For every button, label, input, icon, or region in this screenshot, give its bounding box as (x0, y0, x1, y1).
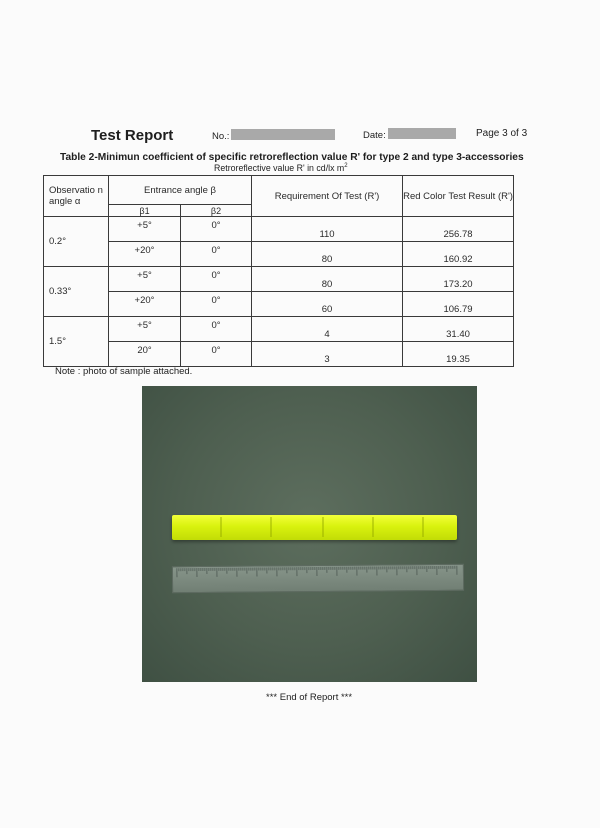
table-title: Table 2-Minimun coefficient of specific retroreflection value R' for type 2 and type 3-accessories (60, 152, 524, 163)
result-cell: 19.35 (403, 342, 514, 367)
strip-groove (422, 517, 424, 537)
beta2-cell: 0° (181, 267, 252, 292)
observation-angle-cell: 0.2° (44, 217, 109, 267)
beta1-cell: +5° (109, 267, 181, 292)
beta1-cell: 20° (109, 342, 181, 367)
beta1-cell: +5° (109, 317, 181, 342)
result-cell: 256.78 (403, 217, 514, 242)
beta2-cell: 0° (181, 292, 252, 317)
strip-groove (372, 517, 374, 537)
beta1-cell: +5° (109, 217, 181, 242)
beta2-cell: 0° (181, 242, 252, 267)
table-subtitle: Retroreflective value R' in cd/lx $m^2$ (214, 163, 348, 173)
end-of-report: *** End of Report *** (266, 692, 353, 703)
header-observation-angle: Observatio n angle α (44, 176, 109, 217)
beta2-cell: 0° (181, 342, 252, 367)
observation-angle-cell: 1.5° (44, 317, 109, 367)
observation-angle-cell: 0.33° (44, 267, 109, 317)
ruler-ticks (173, 565, 463, 593)
requirement-cell: 80 (252, 267, 403, 292)
strip-groove (322, 517, 324, 537)
requirement-cell: 110 (252, 217, 403, 242)
strip-groove (270, 517, 272, 537)
header-red-result: Red Color Test Result (R') (403, 176, 514, 217)
table-row (44, 267, 514, 292)
beta2-cell: 0° (181, 217, 252, 242)
table-row (44, 317, 514, 342)
report-title: Test Report (91, 127, 174, 144)
header-beta1: β1 (109, 205, 181, 217)
table-row (44, 342, 514, 367)
result-cell: 160.92 (403, 242, 514, 267)
ruler (172, 564, 464, 594)
header-requirement: Requirement Of Test (R') (252, 176, 403, 217)
photo-note: Note : photo of sample attached. (55, 366, 193, 377)
result-cell: 31.40 (403, 317, 514, 342)
requirement-cell: 60 (252, 292, 403, 317)
requirement-cell: 3 (252, 342, 403, 367)
report-date-redaction (388, 128, 456, 139)
requirement-cell: 80 (252, 242, 403, 267)
beta1-cell: +20° (109, 292, 181, 317)
table-row (44, 242, 514, 267)
beta1-cell: +20° (109, 242, 181, 267)
report-no-label: No.: (212, 131, 230, 142)
result-cell: 106.79 (403, 292, 514, 317)
requirement-cell: 4 (252, 317, 403, 342)
retroreflection-table (43, 175, 514, 367)
report-date-label: Date: (363, 130, 386, 141)
reflective-strip (172, 515, 457, 540)
header-beta2: β2 (181, 205, 252, 217)
report-no-redaction (231, 129, 335, 140)
header-entrance-angle: Entrance angle β (109, 176, 252, 205)
table-row (44, 292, 514, 317)
strip-groove (220, 517, 222, 537)
table-row (44, 217, 514, 242)
sample-photo (142, 386, 477, 682)
result-cell: 173.20 (403, 267, 514, 292)
page-number: Page 3 of 3 (476, 128, 528, 139)
beta2-cell: 0° (181, 317, 252, 342)
